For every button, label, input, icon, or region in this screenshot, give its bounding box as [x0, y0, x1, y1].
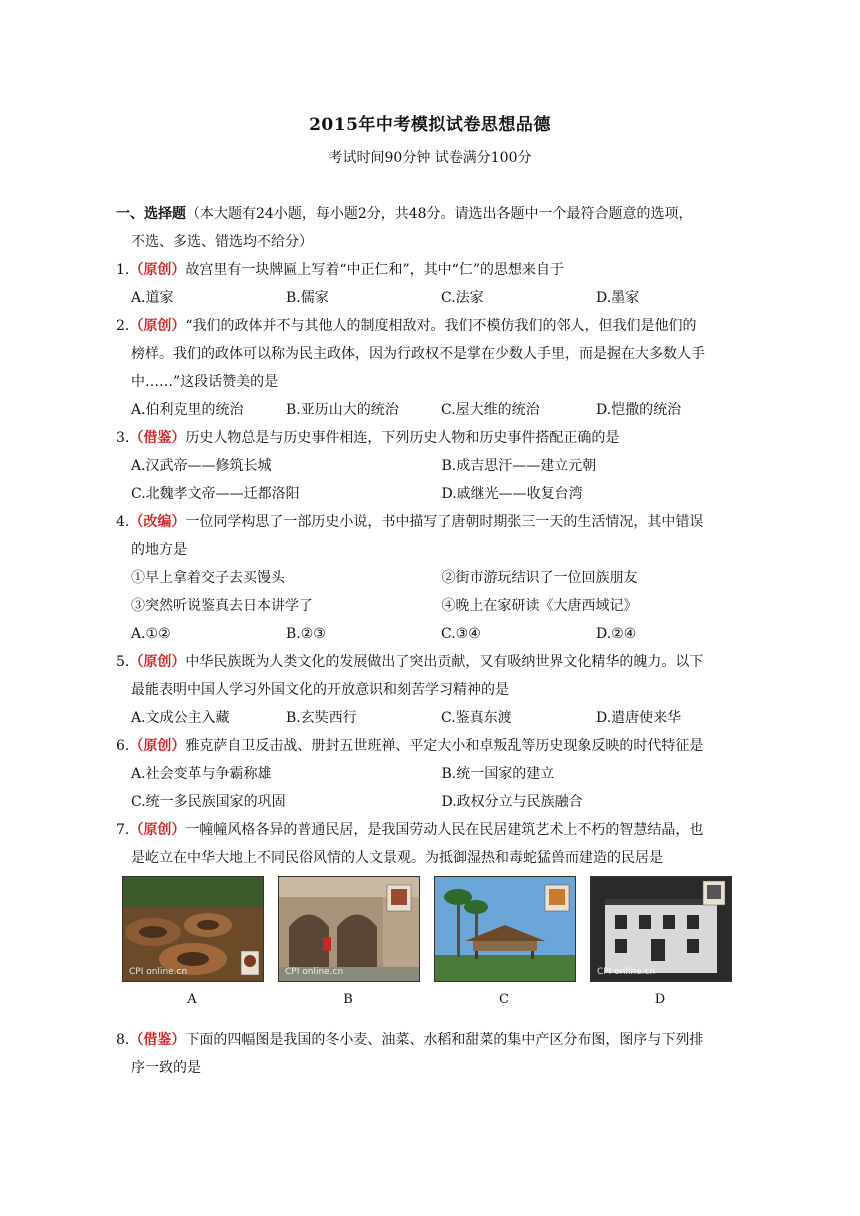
option-b: B.儒家 [286, 290, 329, 306]
option-d: D.②④ [596, 626, 637, 642]
question-number: 7. [116, 822, 130, 838]
option-b: B.统一国家的建立 [441, 766, 555, 782]
question-text: 中华民族既为人类文化的发展做出了突出贡献，又有吸纳世界文化精华的魄力。以下 [185, 654, 704, 670]
image-d-stone-house [590, 876, 732, 982]
question-number: 8. [116, 1032, 130, 1048]
question-6-options-row1 [116, 760, 752, 788]
question-text: “我们的政体并不与其他人的制度相敌对。我们不模仿我们的邻人，但我们是他们的 [185, 318, 697, 334]
question-text: 故宫里有一块牌匾上写着“中正仁和”，其中“仁”的思想来自于 [185, 262, 564, 278]
question-3 [116, 424, 752, 452]
option-d: D.恺撒的统治 [596, 402, 682, 418]
question-1-options [116, 284, 752, 312]
question-1 [116, 256, 752, 284]
option-c: C.法家 [441, 290, 484, 306]
question-text: 一幢幢风格各异的普通民居，是我国劳动人民在民居建筑艺术上不朽的智慧结晶，也 [185, 822, 704, 838]
question-text-cont: 最能表明中国人学习外国文化的开放意识和刻苦学习精神的是 [131, 682, 509, 698]
statement-2: ②街市游玩结识了一位回族朋友 [441, 570, 638, 586]
option-d: D.遣唐使来华 [596, 710, 682, 726]
option-c: C.鉴真东渡 [441, 710, 512, 726]
option-a: A.社会变革与争霸称雄 [131, 766, 272, 782]
stilt-house-photo [435, 877, 575, 981]
tulou-photo [123, 877, 263, 981]
question-5-options [116, 704, 752, 732]
option-a: A.道家 [131, 290, 174, 306]
question-text: 历史人物总是与历史事件相连，下列历史人物和历史事件搭配正确的是 [185, 430, 620, 446]
question-8 [116, 1026, 752, 1054]
question-tag: （改编） [129, 514, 186, 530]
question-7-images [116, 876, 752, 1026]
question-2-options [116, 396, 752, 424]
image-label-b: B [343, 992, 353, 1007]
section-heading [116, 200, 752, 228]
option-d: D.政权分立与民族融合 [441, 794, 583, 810]
image-a-tulou [122, 876, 264, 982]
watermark: CPI online.cn [597, 967, 656, 977]
question-tag: （借鉴） [129, 430, 186, 446]
watermark: CPI online.cn [285, 967, 344, 977]
question-4-items-row1 [116, 564, 752, 592]
question-number: 2. [116, 318, 130, 334]
question-text-cont: 的地方是 [131, 542, 187, 558]
question-7 [116, 816, 752, 844]
question-text-cont: 榜样。我们的政体可以称为民主政体，因为行政权不是掌在少数人手里，而是握在大多数人手 [131, 346, 705, 362]
option-c: C.屋大维的统治 [441, 402, 540, 418]
image-label-a: A [187, 992, 197, 1007]
stone-house-photo [591, 877, 731, 981]
option-d: D.墨家 [596, 290, 640, 306]
option-c: C.北魏孝文帝——迁都洛阳 [131, 486, 300, 502]
image-label-d: D [654, 992, 666, 1007]
option-c: C.③④ [441, 626, 481, 642]
question-number: 4. [116, 514, 130, 530]
option-a: A.伯利克里的统治 [131, 402, 244, 418]
question-5 [116, 648, 752, 676]
option-a: A.汉武帝——修筑长城 [131, 458, 272, 474]
watermark: CPI online.cn [129, 967, 188, 977]
question-text: 下面的四幅图是我国的冬小麦、油菜、水稻和甜菜的集中产区分布图，图序与下列排 [185, 1032, 704, 1048]
question-tag: （原创） [129, 262, 186, 278]
question-number: 1. [116, 262, 130, 278]
question-6-options-row2 [116, 788, 752, 816]
image-label-c: C [499, 992, 509, 1007]
question-4-items-row2 [116, 592, 752, 620]
question-number: 6. [116, 738, 130, 754]
section-instructions-cont: 不选、多选、错选均不给分） [131, 234, 313, 250]
statement-1: ①早上拿着交子去买馒头 [131, 570, 285, 586]
option-a: A.①② [131, 626, 171, 642]
statement-3: ③突然听说鉴真去日本讲学了 [131, 598, 313, 614]
question-6 [116, 732, 752, 760]
option-c: C.统一多民族国家的巩固 [131, 794, 286, 810]
image-b-yaodong [278, 876, 420, 982]
question-tag: （原创） [129, 318, 186, 334]
question-tag: （原创） [129, 654, 186, 670]
question-tag: （原创） [129, 738, 186, 754]
question-number: 3. [116, 430, 130, 446]
question-number: 5. [116, 654, 130, 670]
question-tag: （原创） [129, 822, 186, 838]
image-c-stilt-house [434, 876, 576, 982]
option-b: B.②③ [286, 626, 326, 642]
option-d: D.戚继光——收复台湾 [441, 486, 583, 502]
question-3-options-row2 [116, 480, 752, 508]
question-text-cont: 是屹立在中华大地上不同民俗风情的人文景观。为抵御湿热和毒蛇猛兽而建造的民居是 [131, 850, 663, 866]
section-title: 一、选择题 [116, 206, 186, 222]
option-a: A.文成公主入藏 [131, 710, 230, 726]
question-2 [116, 312, 752, 340]
yaodong-photo [279, 877, 419, 981]
question-list [116, 200, 752, 1082]
question-text-cont: 序一致的是 [131, 1060, 201, 1076]
option-b: B.玄奘西行 [286, 710, 357, 726]
statement-4: ④晚上在家研读《大唐西域记》 [441, 598, 638, 614]
option-b: B.成吉思汗——建立元朝 [441, 458, 597, 474]
option-b: B.亚历山大的统治 [286, 402, 399, 418]
question-text: 一位同学构思了一部历史小说，书中描写了唐朝时期张三一天的生活情况，其中错误 [185, 514, 704, 530]
page-subtitle: 考试时间90分钟 试卷满分100分 [328, 150, 532, 166]
question-3-options-row1 [116, 452, 752, 480]
question-4 [116, 508, 752, 536]
section-instructions: （本大题有24小题，每小题2分，共48分。请选出各题中一个最符合题意的选项， [186, 206, 693, 222]
page-title: 2015年中考模拟试卷思想品德 [309, 115, 551, 135]
question-tag: （借鉴） [129, 1032, 186, 1048]
question-text-cont: 中……”这段话赞美的是 [131, 374, 279, 390]
question-4-options [116, 620, 752, 648]
question-text: 雅克萨自卫反击战、册封五世班禅、平定大小和卓叛乱等历史现象反映的时代特征是 [185, 738, 704, 754]
